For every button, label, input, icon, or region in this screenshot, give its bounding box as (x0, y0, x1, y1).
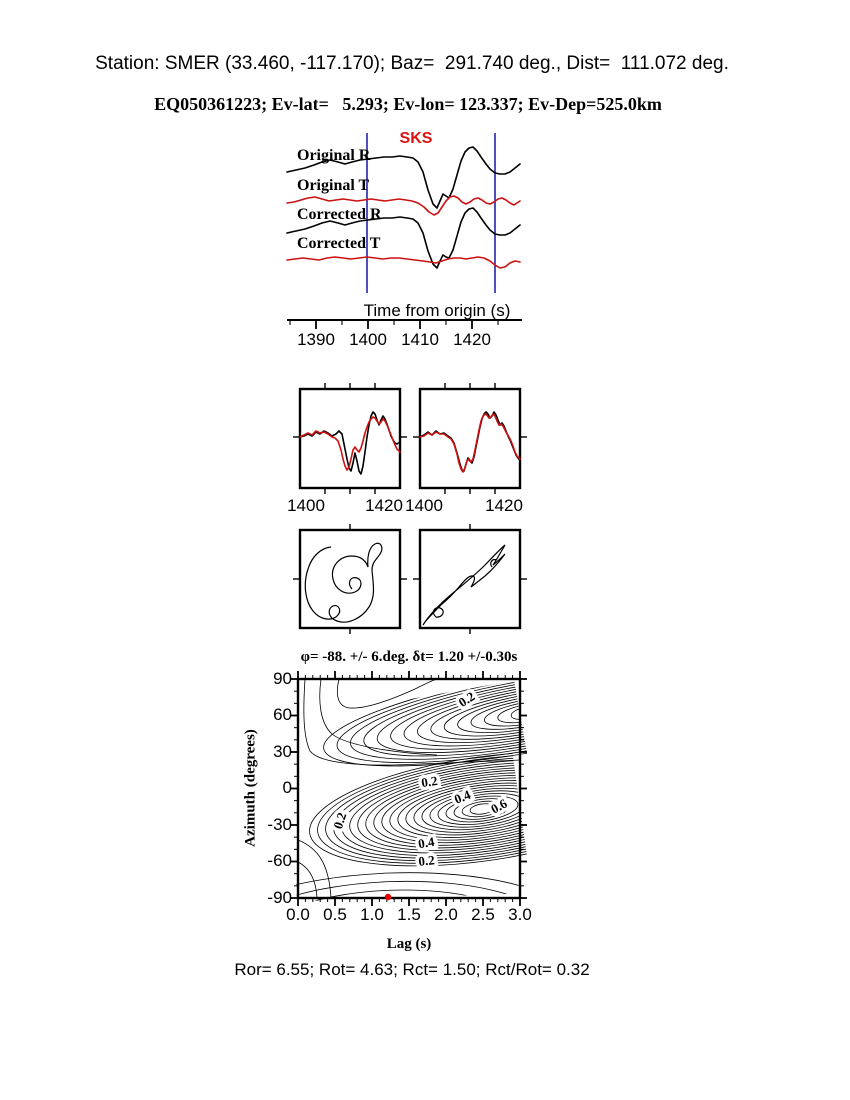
contour-level-label: 0.2 (417, 852, 436, 869)
time-tick-1400: 1400 (349, 330, 387, 349)
lag-tick-0.0: 0.0 (286, 905, 310, 924)
lag-tick-0.5: 0.5 (323, 905, 347, 924)
lag-axis-label: Lag (s) (386, 936, 432, 952)
azimuth-tick-90: 90 (273, 669, 292, 688)
trace-label-original-r: Original R (297, 147, 371, 164)
contour-level-label: 0.4 (416, 833, 436, 852)
lag-tick-1.5: 1.5 (397, 905, 421, 924)
compare-right-tick-1400: 1400 (405, 496, 443, 515)
contour-level-label: 0.2 (455, 688, 478, 710)
phase-label: SKS (399, 130, 433, 147)
energy-ratio-stats: Ror= 6.55; Rot= 4.63; Rct= 1.50; Rct/Rot= 0.32 (234, 960, 590, 979)
contour-level-label: 0.2 (330, 810, 350, 831)
time-axis-label: Time from origin (s) (363, 301, 511, 320)
lag-tick-2.0: 2.0 (434, 905, 458, 924)
azimuth-tick-30: 30 (273, 742, 292, 761)
trace-label-corrected-t: Corrected T (297, 235, 381, 252)
azimuth-tick-0: 0 (282, 778, 292, 797)
azimuth-tick-60: 60 (273, 705, 292, 724)
station-title: Station: SMER (33.460, -117.170); Baz= 291.740 deg., Dist= 111.072 deg. (95, 53, 729, 74)
contour-level-label: 0.6 (488, 795, 510, 817)
contour-title: φ= -88. +/- 6.deg. δt= 1.20 +/-0.30s (300, 649, 518, 665)
trace-label-original-t: Original T (297, 177, 370, 194)
compare-left-tick-1400: 1400 (287, 496, 325, 515)
event-title: EQ050361223; Ev-lat= 5.293; Ev-lon= 123.337; Ev-Dep=525.0km (154, 94, 662, 114)
azimuth-tick-neg60: -60 (267, 851, 292, 870)
time-tick-1410: 1410 (401, 330, 439, 349)
azimuth-tick-neg30: -30 (267, 815, 292, 834)
azimuth-axis-label: Azimuth (degrees) (242, 729, 259, 847)
time-tick-1390: 1390 (297, 330, 335, 349)
compare-left-tick-1420: 1420 (365, 496, 403, 515)
compare-right-tick-1420: 1420 (485, 496, 523, 515)
azimuth-tick-neg90: -90 (267, 888, 292, 907)
lag-tick-3.0: 3.0 (508, 905, 532, 924)
trace-label-corrected-r: Corrected R (297, 206, 382, 223)
time-tick-1420: 1420 (453, 330, 491, 349)
best-fit-marker (385, 894, 391, 900)
lag-tick-2.5: 2.5 (471, 905, 495, 924)
contour-level-label: 0.2 (420, 772, 439, 791)
contour-level-label: 0.4 (451, 786, 473, 807)
lag-tick-1.0: 1.0 (360, 905, 384, 924)
